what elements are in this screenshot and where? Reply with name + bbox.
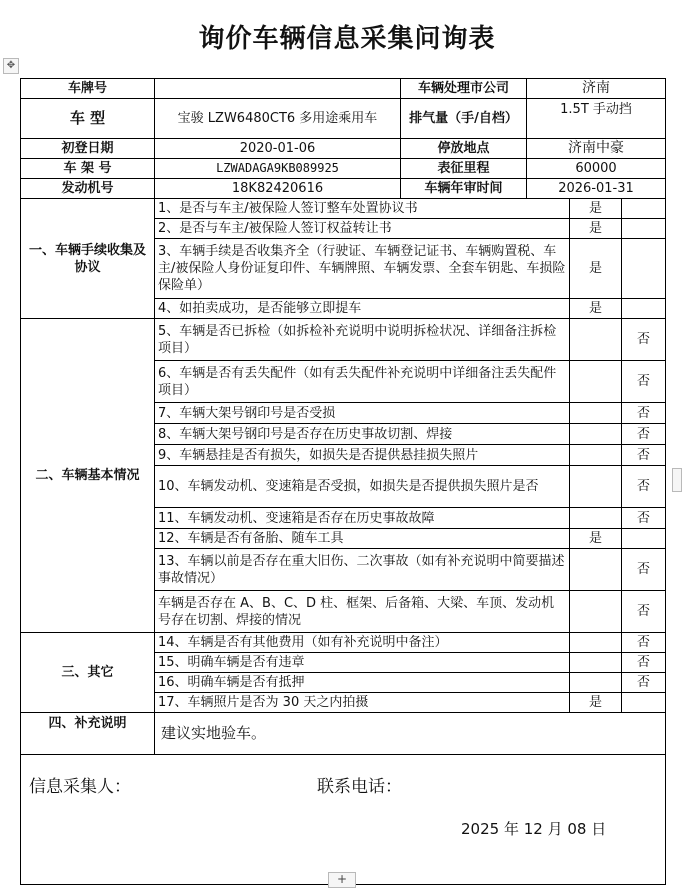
question-row: 16、明确车辆是否有抵押 xyxy=(155,673,570,693)
answer-no[interactable] xyxy=(622,529,666,549)
answer-yes[interactable] xyxy=(570,591,622,633)
table-resize-handle[interactable] xyxy=(672,468,682,492)
add-row-plus-icon[interactable]: + xyxy=(328,872,356,888)
question-row: 2、是否与车主/被保险人签订权益转让书 xyxy=(155,219,570,239)
plate-label: 车牌号 xyxy=(21,79,155,99)
answer-yes[interactable] xyxy=(570,549,622,591)
answer-yes[interactable] xyxy=(570,361,622,403)
answer-yes[interactable]: 是 xyxy=(570,219,622,239)
question-row: 15、明确车辆是否有违章 xyxy=(155,653,570,673)
question-row: 7、车辆大架号钢印号是否受损 xyxy=(155,403,570,424)
vin-label: 车 架 号 xyxy=(21,159,155,179)
question-row: 13、车辆以前是否存在重大旧伤、二次事故（如有补充说明中简要描述事故情况） xyxy=(155,549,570,591)
model-value[interactable]: 宝骏 LZW6480CT6 多用途乘用车 xyxy=(155,99,401,139)
section-3-title: 三、其它 xyxy=(21,633,155,713)
form-date: 2025 年 12 月 08 日 xyxy=(461,820,607,838)
answer-yes[interactable]: 是 xyxy=(570,199,622,219)
displacement-label: 排气量（手/自档） xyxy=(401,99,527,139)
displacement-value[interactable]: 1.5T 手动挡 xyxy=(527,99,666,139)
answer-no[interactable]: 否 xyxy=(622,508,666,529)
answer-yes[interactable]: 是 xyxy=(570,239,622,299)
mileage-value[interactable]: 60000 xyxy=(527,159,666,179)
answer-yes[interactable] xyxy=(570,424,622,445)
answer-yes[interactable] xyxy=(570,319,622,361)
question-row: 1、是否与车主/被保险人签订整车处置协议书 xyxy=(155,199,570,219)
answer-yes[interactable] xyxy=(570,673,622,693)
answer-no[interactable]: 否 xyxy=(622,466,666,508)
section-1-title: 一、车辆手续收集及协议 xyxy=(21,199,155,319)
location-value[interactable]: 济南中豪 xyxy=(527,139,666,159)
question-row: 6、车辆是否有丢失配件（如有丢失配件补充说明中详细备注丢失配件项目） xyxy=(155,361,570,403)
location-label: 停放地点 xyxy=(401,139,527,159)
answer-no[interactable] xyxy=(622,693,666,713)
company-label: 车辆处理市公司 xyxy=(401,79,527,99)
question-row: 4、如拍卖成功，是否能够立即提车 xyxy=(155,299,570,319)
form-title: 询价车辆信息采集问询表 xyxy=(198,24,496,54)
answer-no[interactable]: 否 xyxy=(622,673,666,693)
answer-no[interactable]: 否 xyxy=(622,424,666,445)
answer-yes[interactable] xyxy=(570,653,622,673)
section-4-title: 四、补充说明 xyxy=(21,713,155,755)
answer-no[interactable]: 否 xyxy=(622,591,666,633)
question-row: 17、车辆照片是否为 30 天之内拍摄 xyxy=(155,693,570,713)
answer-no[interactable]: 否 xyxy=(622,445,666,466)
answer-yes[interactable] xyxy=(570,633,622,653)
model-label: 车 型 xyxy=(21,99,155,139)
answer-no[interactable]: 否 xyxy=(622,319,666,361)
answer-yes[interactable] xyxy=(570,403,622,424)
collector-label: 信息采集人： xyxy=(29,777,131,797)
answer-yes[interactable]: 是 xyxy=(570,693,622,713)
answer-no[interactable] xyxy=(622,199,666,219)
engine-label: 发动机号 xyxy=(21,179,155,199)
question-row: 11、车辆发动机、变速箱是否存在历史事故故障 xyxy=(155,508,570,529)
answer-no[interactable] xyxy=(622,299,666,319)
answer-no[interactable] xyxy=(622,219,666,239)
vin-value[interactable]: LZWADAGA9KB089925 xyxy=(155,159,401,179)
engine-value[interactable]: 18K82420616 xyxy=(155,179,401,199)
reg-date-label: 初登日期 xyxy=(21,139,155,159)
inspection-value[interactable]: 2026-01-31 xyxy=(527,179,666,199)
question-row: 9、车辆悬挂是否有损失，如损失是否提供悬挂损失照片 xyxy=(155,445,570,466)
answer-yes[interactable]: 是 xyxy=(570,299,622,319)
question-row: 车辆是否存在 A、B、C、D 柱、框架、后备箱、大梁、车顶、发动机号存在切割、焊接的情况 xyxy=(155,591,570,633)
reg-date-value[interactable]: 2020-01-06 xyxy=(155,139,401,159)
question-row: 14、车辆是否有其他费用（如有补充说明中备注） xyxy=(155,633,570,653)
question-row: 5、车辆是否已拆检（如拆检补充说明中说明拆检状况、详细备注拆检项目） xyxy=(155,319,570,361)
company-value[interactable]: 济南 xyxy=(527,79,666,99)
answer-yes[interactable] xyxy=(570,466,622,508)
inspection-label: 车辆年审时间 xyxy=(401,179,527,199)
question-row: 10、车辆发动机、变速箱是否受损，如损失是否提供损失照片是否 xyxy=(155,466,570,508)
footer-box xyxy=(21,755,666,885)
table-move-handle-icon[interactable]: ✥ xyxy=(3,58,19,74)
answer-no[interactable]: 否 xyxy=(622,403,666,424)
info-table xyxy=(20,78,666,885)
plate-value[interactable] xyxy=(155,79,401,99)
answer-no[interactable]: 否 xyxy=(622,549,666,591)
question-row: 3、车辆手续是否收集齐全（行驶证、车辆登记证书、车辆购置税、车主/被保险人身份证复印件、车辆牌照、车辆发票、全套车钥匙、车损险保险单） xyxy=(155,239,570,299)
mileage-label: 表征里程 xyxy=(401,159,527,179)
answer-yes[interactable]: 是 xyxy=(570,529,622,549)
answer-no[interactable] xyxy=(622,239,666,299)
section-2-title: 二、车辆基本情况 xyxy=(21,319,155,633)
question-row: 8、车辆大架号钢印号是否存在历史事故切割、焊接 xyxy=(155,424,570,445)
question-row: 12、车辆是否有备胎、随车工具 xyxy=(155,529,570,549)
answer-yes[interactable] xyxy=(570,445,622,466)
phone-label: 联系电话： xyxy=(317,777,402,797)
answer-yes[interactable] xyxy=(570,508,622,529)
supplement-text[interactable]: 建议实地验车。 xyxy=(155,713,666,755)
answer-no[interactable]: 否 xyxy=(622,633,666,653)
answer-no[interactable]: 否 xyxy=(622,361,666,403)
answer-no[interactable]: 否 xyxy=(622,653,666,673)
